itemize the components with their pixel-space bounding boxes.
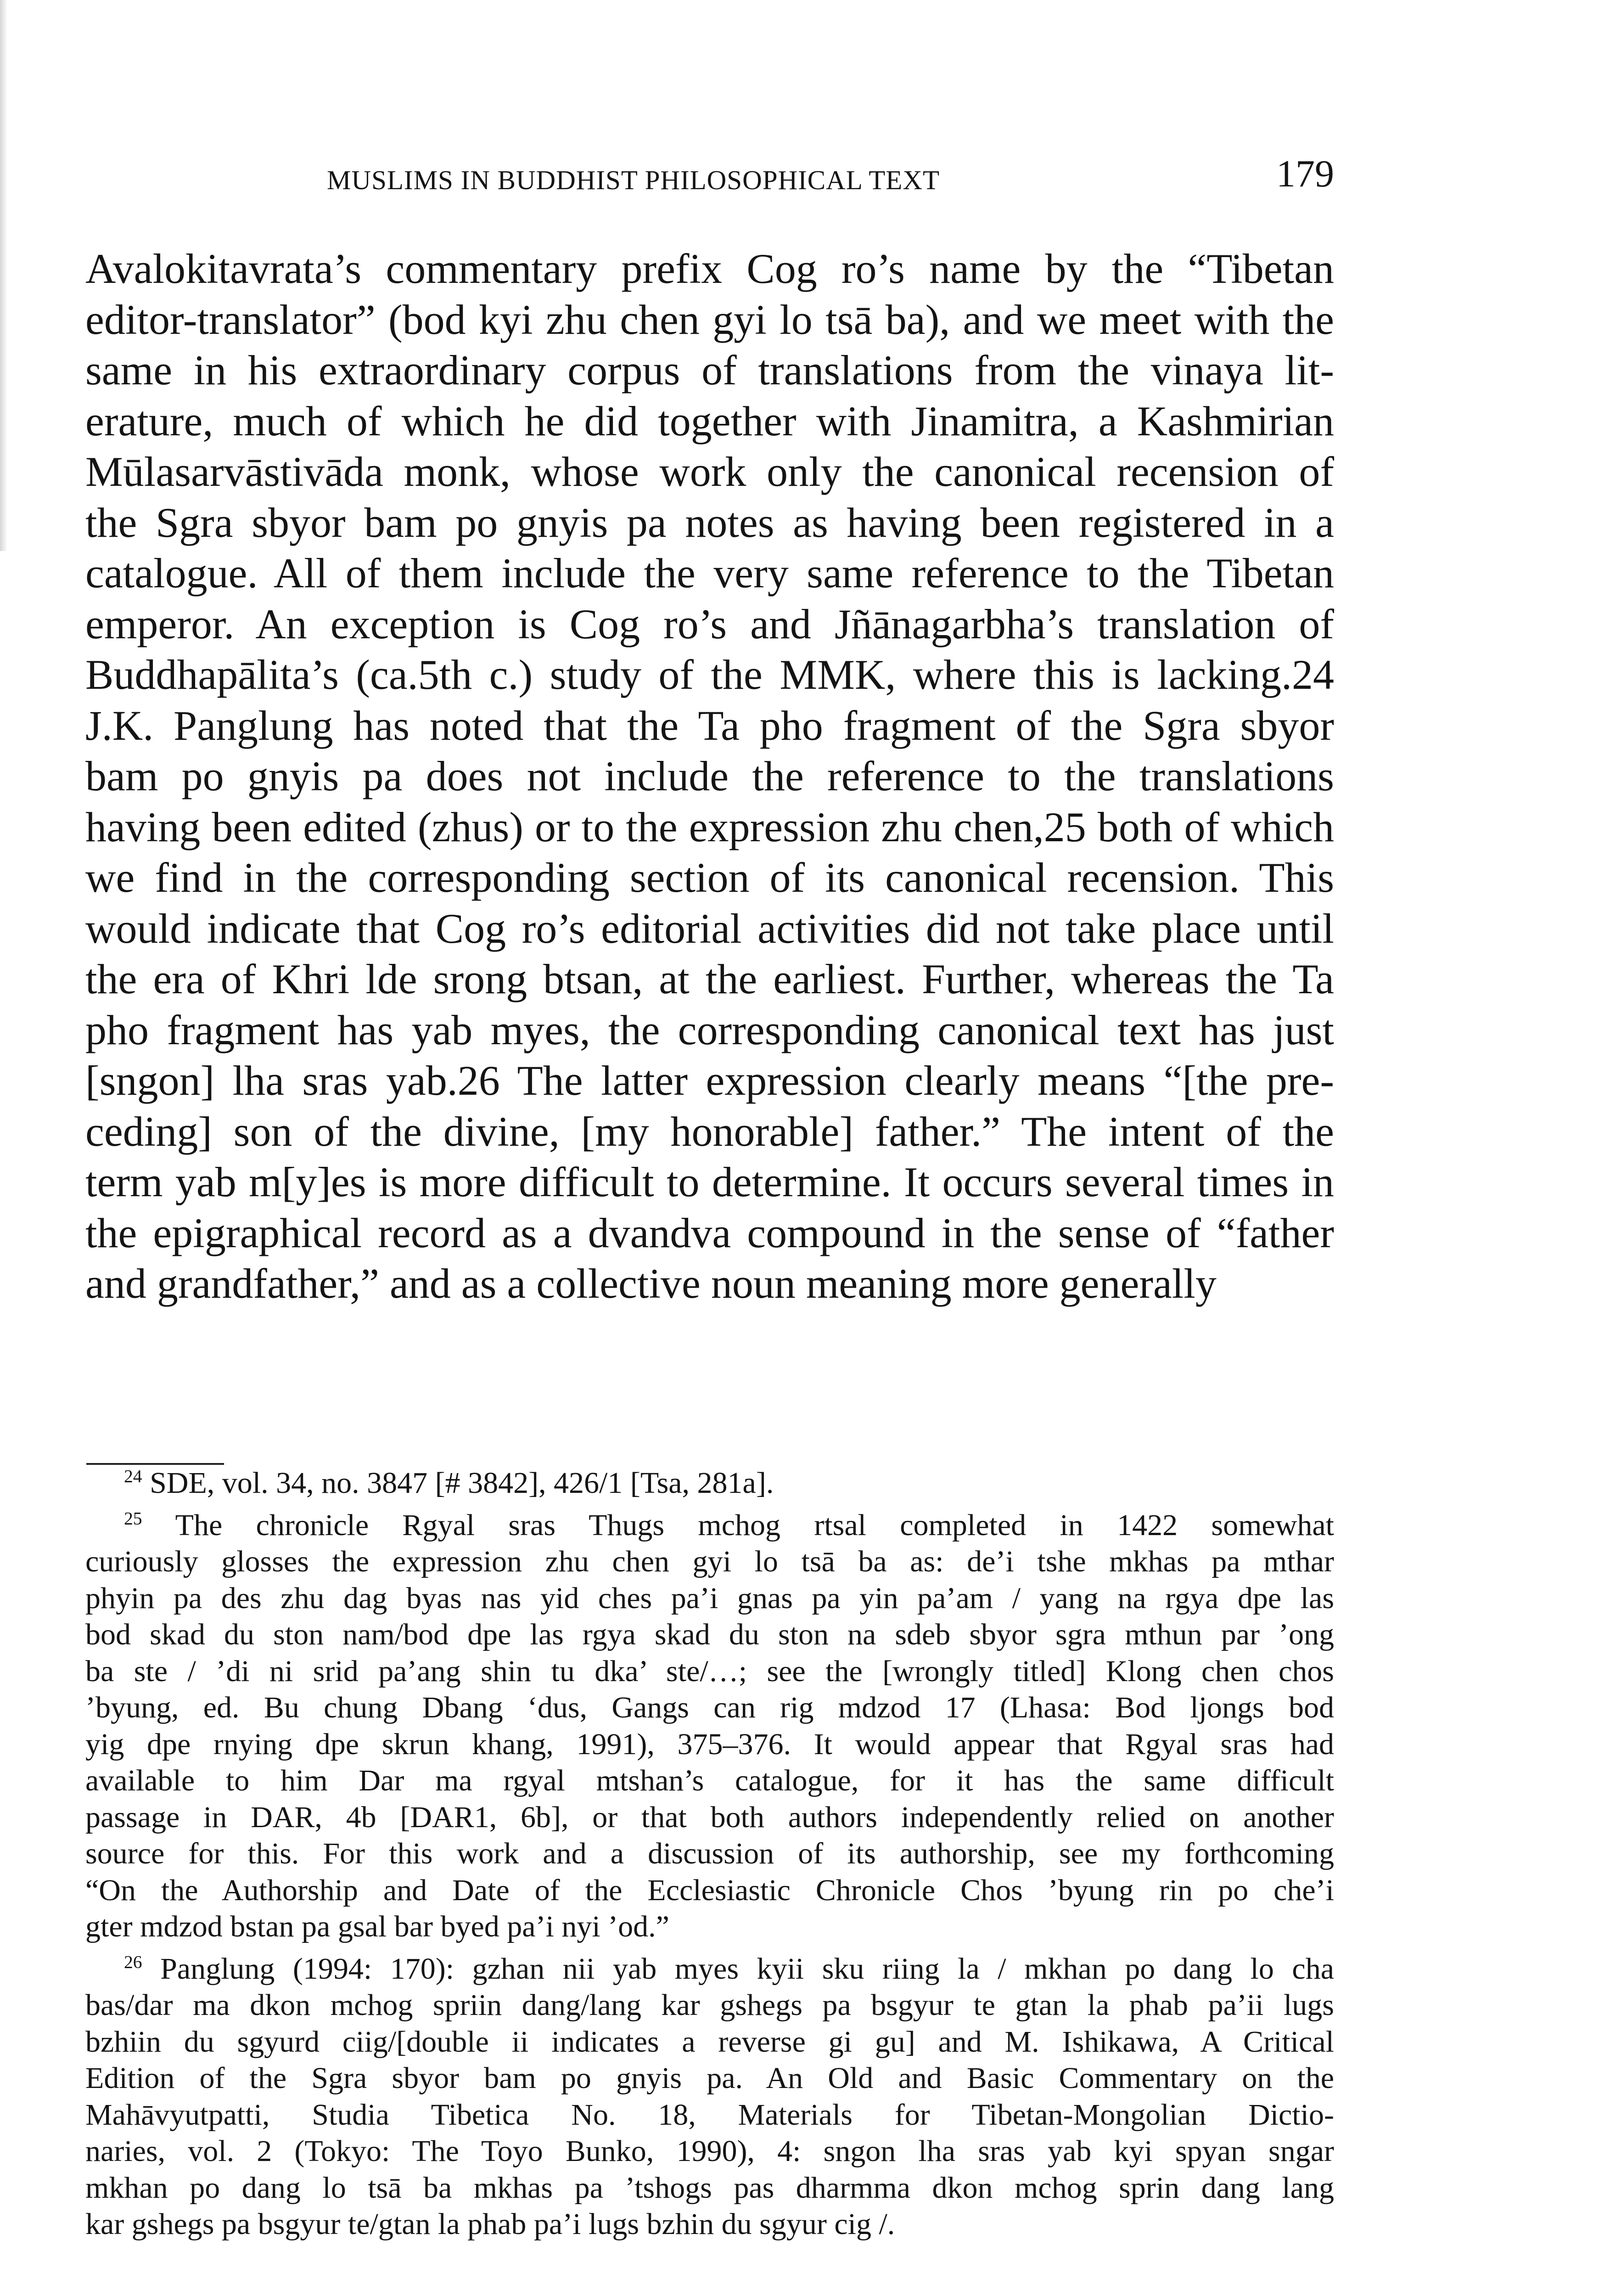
body-line: pho fragment has yab myes, the corresponding canonical text has just [85, 1006, 1334, 1053]
footnote-line: “On the Authorship and Date of the Ecclesiastic Chronicle Chos ’byung rin po che’i [85, 1873, 1334, 1907]
body-line: same in his extraordinary corpus of translations from the vinaya lit- [85, 347, 1334, 394]
footnote-line: passage in DAR, 4b [DAR1, 6b], or that both authors independently relied on another [85, 1800, 1334, 1834]
page-edge-shadow [0, 0, 7, 551]
footnote-25 [85, 1507, 1334, 1945]
body-line: bam po gnyis pa does not include the reference to the translations [85, 753, 1334, 799]
footnote-first-line [85, 1951, 1334, 1987]
body-line: ceding] son of the divine, [my honorable] father.” The intent of the [85, 1108, 1334, 1155]
footnote-line: kar gshegs pa bsgyur te/gtan la phab pa’i lugs bzhin du sgyur cig /. [85, 2207, 895, 2241]
footnote-line: gter mdzod bstan pa gsal bar byed pa’i nyi ’od.” [85, 1910, 669, 1943]
body-line: would indicate that Cog ro’s editorial activities did not take place until [85, 905, 1334, 952]
footnote-line: yig dpe rnying dpe skrun khang, 1991), 375–376. It would appear that Rgyal sras had [85, 1727, 1334, 1761]
body-line: erature, much of which he did together with Jinamitra, a Kashmirian [85, 397, 1334, 445]
footnote-line: Panglung (1994: 170): gzhan nii yab myes kyii sku riing la / mkhan po dang lo cha [142, 1952, 1334, 1986]
footnote-line: Mahāvyutpatti, Studia Tibetica No. 18, Materials for Tibetan-Mongolian Dictio- [85, 2098, 1334, 2132]
body-line: having been edited (zhus) or to the expression zhu chen,25 both of which [85, 803, 1334, 850]
footnote-number: 26 [124, 1951, 142, 1972]
footnote-line: The chronicle Rgyal sras Thugs mchog rtsal completed in 1422 somewhat [142, 1508, 1334, 1542]
body-line: the Sgra sbyor bam po gnyis pa notes as having been registered in a [85, 499, 1334, 546]
body-line: catalogue. All of them include the very same reference to the Tibetan [85, 550, 1334, 597]
footnote-first-line [85, 1465, 1334, 1502]
body-line: the epigraphical record as a dvandva compound in the sense of “father [85, 1209, 1334, 1256]
footnote-line: bas/dar ma dkon mchog spriin dang/lang kar gshegs pa bsgyur te gtan la phab pa’ii lugs [85, 1988, 1334, 2022]
body-line: we find in the corresponding section of its canonical recension. This [85, 854, 1334, 901]
footnote-line: source for this. For this work and a discussion of its authorship, see my forthcoming [85, 1837, 1334, 1870]
running-head: MUSLIMS IN BUDDHIST PHILOSOPHICAL TEXT [327, 165, 940, 195]
footnote-number: 24 [124, 1466, 142, 1486]
body-line: editor-translator” (bod kyi zhu chen gyi lo tsā ba), and we meet with the [85, 296, 1334, 343]
footnote-line: naries, vol. 2 (Tokyo: The Toyo Bunko, 1990), 4: sngon lha sras yab kyi spyan sngar [85, 2134, 1334, 2168]
footnotes [85, 1465, 1334, 2248]
footnote-line: bzhiin du sgyurd ciig/[double ii indicates a reverse gi gu] and M. Ishikawa, A Critical [85, 2025, 1334, 2059]
footnote-first-line [85, 1507, 1334, 1544]
body-line: Avalokitavrata’s commentary prefix Cog ro’s name by the “Tibetan [85, 245, 1334, 292]
footnote-line: available to him Dar ma rgyal mtshan’s catalogue, for it has the same difficult [85, 1764, 1334, 1797]
page-number: 179 [1276, 152, 1334, 195]
footnote-line: bod skad du ston nam/bod dpe las rgya skad du ston na sdeb sbyor sgra mthun par ’ong [85, 1618, 1334, 1651]
footnote-24 [85, 1465, 1334, 1502]
footnote-number: 25 [124, 1508, 142, 1528]
body-line: emperor. An exception is Cog ro’s and Jñānagarbha’s translation of [85, 600, 1334, 647]
body-text [85, 243, 1334, 1309]
footnote-line: ’byung, ed. Bu chung Dbang ‘dus, Gangs can rig mdzod 17 (Lhasa: Bod ljongs bod [85, 1691, 1334, 1724]
footnote-line: curiously glosses the expression zhu chen gyi lo tsā ba as: de’i tshe mkhas pa mthar [85, 1545, 1334, 1578]
body-line: and grandfather,” and as a collective noun meaning more generally [85, 1260, 1217, 1307]
footnote-line: phyin pa des zhu dag byas nas yid ches pa’i gnas pa yin pa’am / yang na rgya dpe las [85, 1581, 1334, 1615]
body-line: Buddhapālita’s (ca.5th c.) study of the MMK, where this is lacking.24 [85, 651, 1334, 698]
footnote-26 [85, 1951, 1334, 2243]
body-line: term yab m[y]es is more difficult to determine. It occurs several times in [85, 1159, 1334, 1205]
body-line: [sngon] lha sras yab.26 The latter expression clearly means “[the pre- [85, 1057, 1334, 1104]
footnote-line: ba ste / ’di ni srid pa’ang shin tu dka’ ste/…; see the [wrongly titled] Klong chen chos [85, 1654, 1334, 1688]
footnote-line: mkhan po dang lo tsā ba mkhas pa ’tshogs pas dharmma dkon mchog sprin dang lang [85, 2171, 1334, 2205]
body-line: the era of Khri lde srong btsan, at the earliest. Further, whereas the Ta [85, 956, 1334, 1002]
footnote-line: Edition of the Sgra sbyor bam po gnyis pa. An Old and Basic Commentary on the [85, 2061, 1334, 2095]
footnote-line: SDE, vol. 34, no. 3847 [# 3842], 426/1 [Tsa, 281a]. [142, 1466, 774, 1500]
body-line: Mūlasarvāstivāda monk, whose work only the canonical recension of [85, 448, 1334, 495]
body-line: J.K. Panglung has noted that the Ta pho fragment of the Sgra sbyor [85, 702, 1334, 749]
